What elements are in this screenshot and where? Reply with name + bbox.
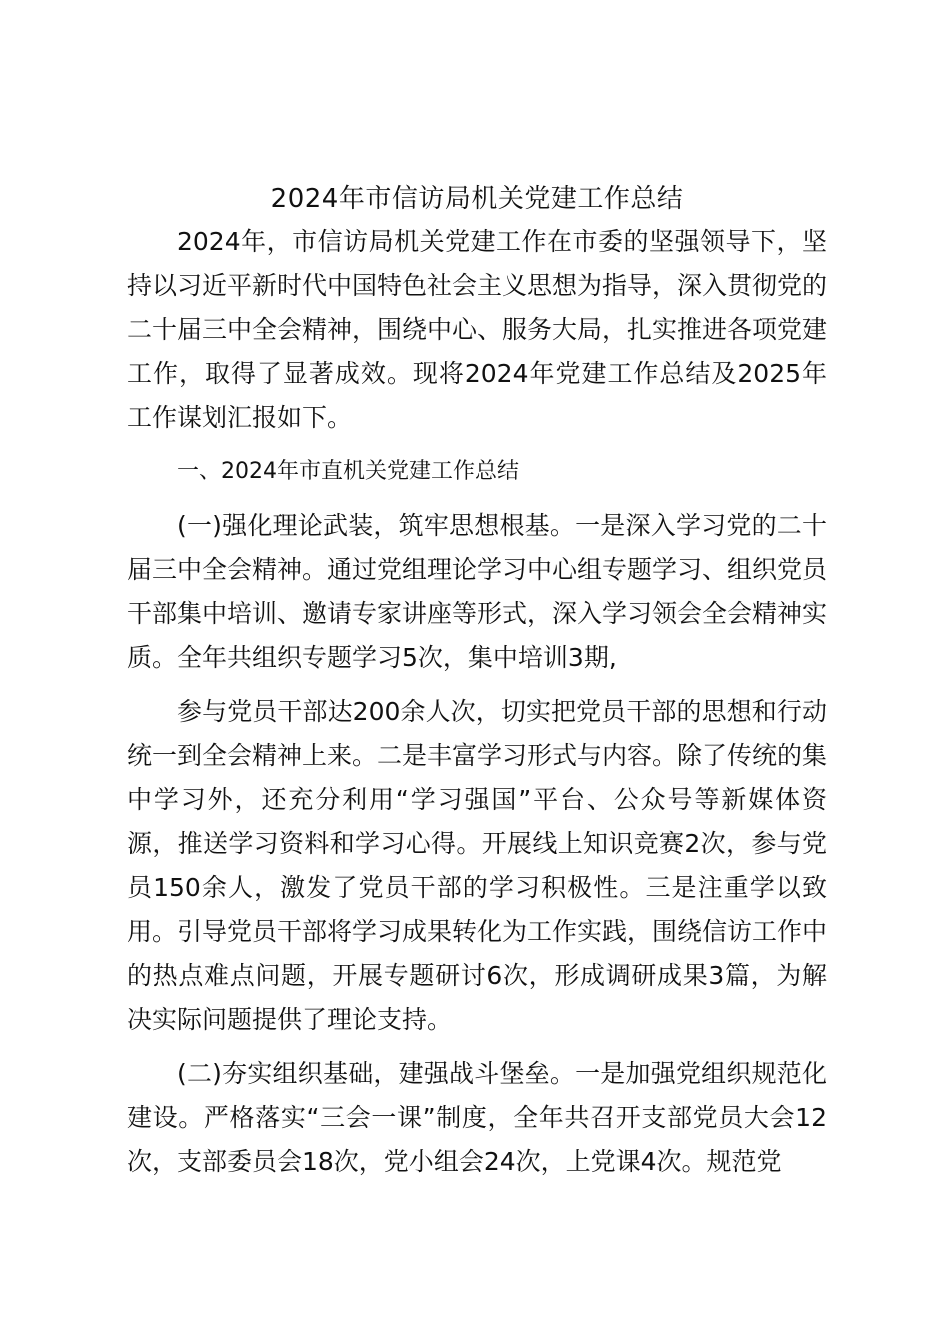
intro-paragraph: 2024年，市信访局机关党建工作在市委的坚强领导下，坚持以习近平新时代中国特色社会主义思想为指导，深入贯彻党的二十届三中全会精神，围绕中心、服务大局，扎实推进各项党建工作，取得了显著成效。现将2024年党建工作总结及2025年工作谋划汇报如下。 (127, 227, 828, 432)
section-heading-one: 一、2024年市直机关党建工作总结 (177, 459, 519, 484)
document-body (127, 178, 827, 1184)
subsection-two-paragraph: (二)夯实组织基础，建强战斗堡垒。一是加强党组织规范化建设。严格落实“三会一课”制度，全年共召开支部党员大会12次，支部委员会18次，党小组会24次，上党课4次。规范党 (127, 1059, 827, 1176)
subsection-one-paragraph: (一)强化理论武装，筑牢思想根基。一是深入学习党的二十届三中全会精神。通过党组理论学习中心组专题学习、组织党员干部集中培训、邀请专家讲座等形式，深入学习领会全会精神实质。全年共组织专题学习5次，集中培训3期, (127, 511, 828, 672)
document-title: 2024年市信访局机关党建工作总结 (270, 184, 684, 214)
subsection-one-continued-paragraph: 参与党员干部达200余人次，切实把党员干部的思想和行动统一到全会精神上来。二是丰富学习形式与内容。除了传统的集中学习外，还充分利用“学习强国”平台、公众号等新媒体资源，推送学习资料和学习心得。开展线上知识竞赛2次，参与党员150余人，激发了党员干部的学习积极性。三是注重学以致用。引导党员干部将学习成果转化为工作实践，围绕信访工作中的热点难点问题，开展专题研讨6次，形成调研成果3篇，为解决实际问题提供了理论支持。 (127, 697, 828, 1034)
